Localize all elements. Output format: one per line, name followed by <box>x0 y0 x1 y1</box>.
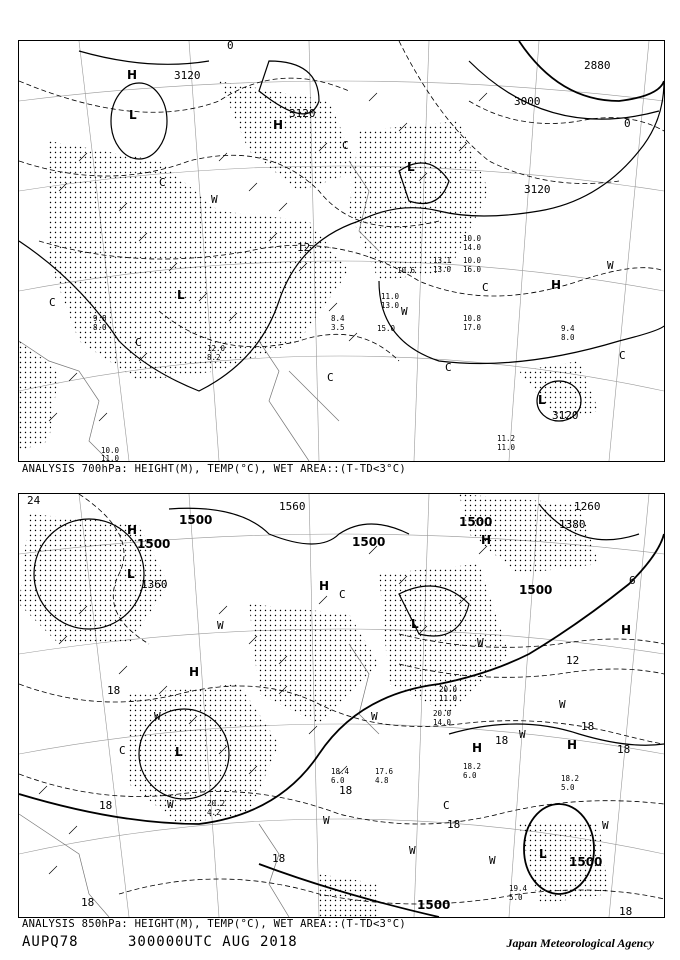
temp-label: 18 <box>617 743 631 756</box>
temp-marker: C <box>49 296 56 309</box>
pressure-center: H <box>127 68 138 82</box>
station-value: 12.0 <box>207 344 226 353</box>
station-value: 9.4 <box>561 324 575 333</box>
pressure-center: L <box>538 393 546 407</box>
temp-label: 18 <box>99 799 113 812</box>
station-value: 11.0 <box>439 694 458 703</box>
pressure-center: H <box>567 738 578 752</box>
station-value: 4.8 <box>375 776 389 785</box>
station-value: 18.2 <box>463 762 482 771</box>
map-850hpa <box>19 494 664 917</box>
temp-marker: W <box>323 814 330 827</box>
station-value: 10.0 <box>463 256 482 265</box>
pressure-center: H <box>273 118 284 132</box>
station-value: 20.2 <box>207 799 226 808</box>
station-value: 20.0 <box>433 709 452 718</box>
temp-label: 6 <box>629 574 636 587</box>
wet-areas <box>19 81 599 451</box>
station-value: 16.0 <box>463 265 482 274</box>
temp-label: 18 <box>447 818 461 831</box>
temp-label: 24 <box>27 494 41 507</box>
temp-marker: W <box>409 844 416 857</box>
temp-marker: C <box>159 176 166 189</box>
temp-marker: C <box>135 336 142 349</box>
station-value: 18.2 <box>561 774 580 783</box>
height-label: 3000 <box>514 95 541 108</box>
station-value: 11.2 <box>497 434 516 443</box>
pressure-center: L <box>539 847 547 861</box>
height-label: 1500 <box>459 515 493 529</box>
temp-label: 18 <box>581 720 595 733</box>
bulletin-code: AUPQ78 <box>22 934 79 950</box>
temp-marker: W <box>154 710 161 723</box>
station-value: 10.0 <box>101 446 120 455</box>
station-value: 3.5 <box>331 323 345 332</box>
temp-label: 0 <box>227 41 234 52</box>
temp-marker: W <box>401 305 408 318</box>
pressure-center: H <box>189 665 200 679</box>
temp-marker: W <box>489 854 496 867</box>
pressure-center: L <box>411 617 419 631</box>
temp-label: 18 <box>495 734 509 747</box>
chart-700hpa <box>18 40 665 462</box>
station-value: 11.0 <box>101 454 120 461</box>
temp-marker: C <box>482 281 489 294</box>
station-value: 10.0 <box>463 234 482 243</box>
station-value: 20.0 <box>439 685 458 694</box>
height-label: 1380 <box>559 518 586 531</box>
temp-marker: C <box>445 361 452 374</box>
height-label: 1500 <box>137 537 171 551</box>
temp-marker: W <box>217 619 224 632</box>
temp-marker: W <box>602 819 609 832</box>
height-label: 1500 <box>519 583 553 597</box>
station-value: 6.0 <box>463 771 477 780</box>
pressure-center: H <box>481 533 492 547</box>
station-value: 15.0 <box>377 324 396 333</box>
pressure-center: L <box>177 288 185 302</box>
station-value: 8.2 <box>207 353 221 362</box>
agency-name: Japan Meteorological Agency <box>506 936 654 950</box>
temp-label: 18 <box>272 852 286 865</box>
station-value: 17.0 <box>463 323 482 332</box>
temp-label: 18 <box>107 684 121 697</box>
pressure-center: H <box>551 278 562 292</box>
temp-marker: C <box>339 588 346 601</box>
height-label: 3120 <box>552 409 579 422</box>
temp-label: 0 <box>624 117 631 130</box>
station-value: 5.0 <box>561 783 575 792</box>
station-value: 10.6 <box>397 266 416 275</box>
station-value: 13.0 <box>381 301 400 310</box>
height-label: 3120 <box>174 69 201 82</box>
height-label: 1500 <box>569 855 603 869</box>
pressure-center: L <box>407 160 415 174</box>
temp-marker: C <box>443 799 450 812</box>
temp-marker: W <box>167 798 174 811</box>
pressure-center: L <box>127 567 135 581</box>
pressure-center: H <box>472 741 483 755</box>
station-value: 4.2 <box>207 808 221 817</box>
station-value: 5.0 <box>509 893 523 902</box>
height-label: 1560 <box>279 500 306 513</box>
height-label: 1260 <box>574 500 601 513</box>
caption-850hpa: ANALYSIS 850hPa: HEIGHT(M), TEMP(°C), WET AREA::(T-TD<3°C) <box>22 918 407 930</box>
temp-marker: C <box>619 349 626 362</box>
pressure-center: L <box>129 108 137 122</box>
caption-700hpa: ANALYSIS 700hPa: HEIGHT(M), TEMP(°C), WET AREA::(T-TD<3°C) <box>22 463 407 475</box>
temp-marker: W <box>211 193 218 206</box>
height-label: 1500 <box>352 535 386 549</box>
temp-label: 18 <box>81 896 95 909</box>
wet-areas <box>19 494 609 917</box>
station-value: 8.0 <box>93 323 107 332</box>
height-label: 3120 <box>289 107 316 120</box>
map-700hpa <box>19 41 664 461</box>
station-value: 11.0 <box>381 292 400 301</box>
chart-850hpa <box>18 493 665 918</box>
station-value: 14.0 <box>463 243 482 252</box>
pressure-center: H <box>319 579 330 593</box>
station-value: 18.4 <box>331 767 350 776</box>
pressure-center: H <box>127 523 138 537</box>
pressure-center: H <box>621 623 632 637</box>
station-value: 11.0 <box>497 443 516 452</box>
temp-marker: W <box>559 698 566 711</box>
height-label: 1500 <box>179 513 213 527</box>
height-label: 3120 <box>524 183 551 196</box>
station-value: 9.8 <box>93 314 107 323</box>
pressure-center: L <box>175 745 183 759</box>
temp-label: 18 <box>339 784 353 797</box>
analysis-time: 300000UTC AUG 2018 <box>128 934 298 950</box>
station-value: 19.4 <box>509 884 528 893</box>
station-value: 8.4 <box>331 314 345 323</box>
temp-marker: C <box>342 139 349 152</box>
station-value: 6.0 <box>331 776 345 785</box>
temp-label: 12 <box>297 241 311 254</box>
height-label: 2880 <box>584 59 611 72</box>
height-label: 1360 <box>141 578 168 591</box>
station-value: 14.0 <box>433 718 452 727</box>
station-value: 10.8 <box>463 314 482 323</box>
temp-marker: W <box>371 710 378 723</box>
temp-marker: C <box>327 371 334 384</box>
station-value: 8.0 <box>561 333 575 342</box>
temp-marker: W <box>519 728 526 741</box>
temp-marker: W <box>477 636 484 649</box>
temp-label: 12 <box>566 654 580 667</box>
temp-label: 18 <box>619 905 633 917</box>
station-value: 13.1 <box>433 256 452 265</box>
height-label: 1500 <box>417 898 451 912</box>
station-value: 13.0 <box>433 265 452 274</box>
station-value: 17.6 <box>375 767 394 776</box>
temp-marker: C <box>119 744 126 757</box>
temp-marker: W <box>607 259 614 272</box>
